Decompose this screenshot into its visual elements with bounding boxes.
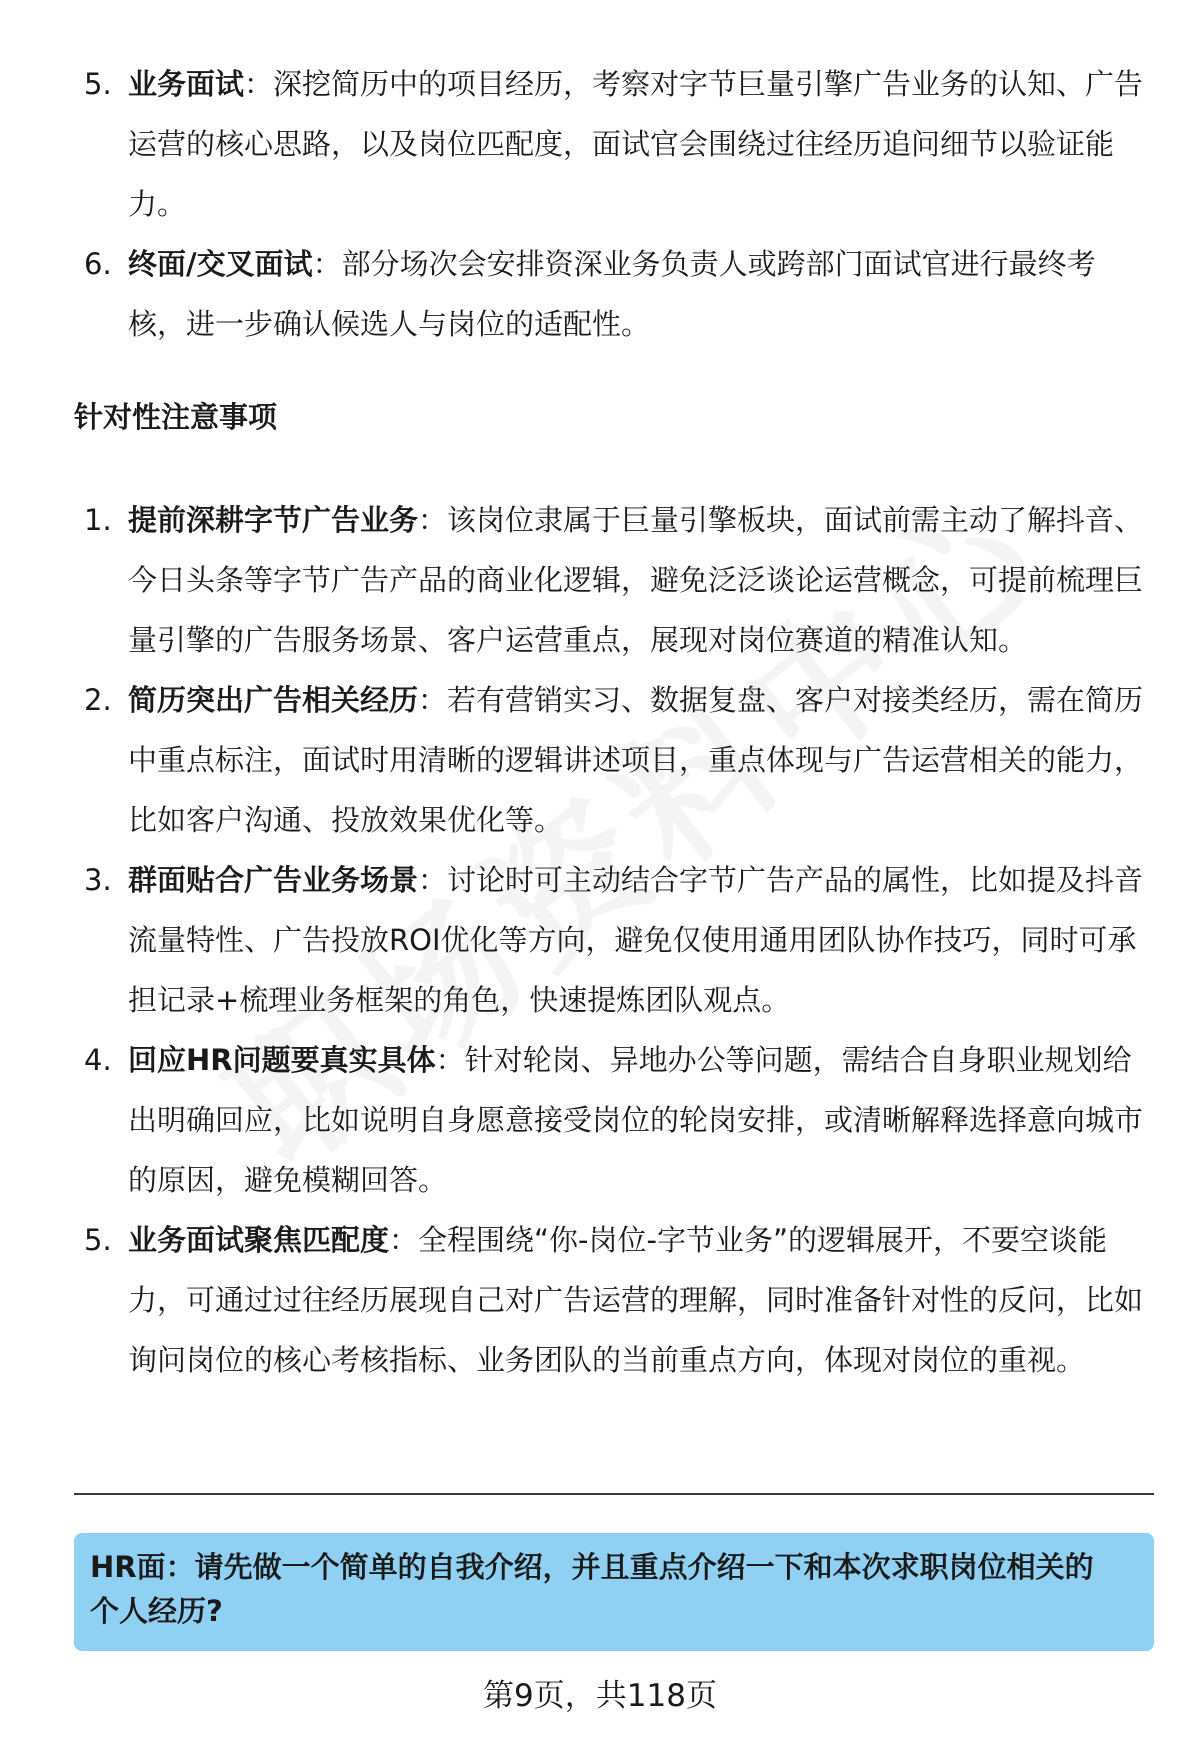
list-item-text: ：针对轮岗、异地办公等问题，需结合自身职业规划给出明确回应，比如说明自身愿意接受岗位的轮岗安排，或清晰解释选择意向城市的原因，避免模糊回答。 xyxy=(128,1043,1144,1197)
list-item-term: 终面/交叉面试 xyxy=(128,247,313,281)
list-item xyxy=(0,1210,1200,1390)
list-item-text: ：讨论时可主动结合字节广告产品的属性，比如提及抖音流量特性、广告投放ROI优化等方向，避免仅使用通用团队协作技巧，同时可承担记录+梳理业务框架的角色，快速提炼团队观点。 xyxy=(128,863,1144,1017)
section-divider xyxy=(74,1493,1154,1495)
list-item-term: 群面贴合广告业务场景 xyxy=(128,863,419,897)
list-item-text: ：部分场次会安排资深业务负责人或跨部门面试官进行最终考核，进一步确认候选人与岗位的适配性。 xyxy=(128,247,1096,341)
list-item-number: 5. xyxy=(84,67,112,101)
list-item xyxy=(0,850,1200,1030)
list-item xyxy=(0,234,1200,354)
list-item xyxy=(0,490,1200,670)
list-item-number: 3. xyxy=(84,863,112,897)
list-item-number: 5. xyxy=(84,1223,112,1257)
list-item-term: 简历突出广告相关经历 xyxy=(128,683,419,717)
interview-process-list xyxy=(0,54,1200,354)
list-item-text: ：全程围绕“你-岗位-字节业务”的逻辑展开，不要空谈能力，可通过过往经历展现自己对广告运营的理解，同时准备针对性的反问，比如询问岗位的核心考核指标、业务团队的当前重点方向，体现对岗位的重视。 xyxy=(128,1223,1144,1377)
question-box xyxy=(74,1533,1154,1651)
list-item-number: 4. xyxy=(84,1043,112,1077)
list-item-text: ：该岗位隶属于巨量引擎板块，面试前需主动了解抖音、今日头条等字节广告产品的商业化逻辑，避免泛泛谈论运营概念，可提前梳理巨量引擎的广告服务场景、客户运营重点，展现对岗位赛道的精准认知。 xyxy=(128,503,1144,657)
list-item-term: 业务面试聚焦匹配度 xyxy=(128,1223,390,1257)
list-item-term: 业务面试 xyxy=(128,67,245,101)
list-item-text: ：若有营销实习、数据复盘、客户对接类经历，需在简历中重点标注，面试时用清晰的逻辑讲述项目，重点体现与广告运营相关的能力，比如客户沟通、投放效果优化等。 xyxy=(128,683,1144,837)
page-number: 第9页，共118页 xyxy=(483,1678,717,1714)
list-item xyxy=(0,54,1200,234)
list-item xyxy=(0,670,1200,850)
notes-list xyxy=(0,490,1200,1390)
list-item-number: 2. xyxy=(84,683,112,717)
section-heading: 针对性注意事项 xyxy=(74,400,278,434)
question-text: HR面：请先做一个简单的自我介绍，并且重点介绍一下和本次求职岗位相关的个人经历? xyxy=(90,1550,1094,1628)
list-item-number: 6. xyxy=(84,247,112,281)
list-item xyxy=(0,1030,1200,1210)
list-item-term: 回应HR问题要真实具体 xyxy=(128,1043,436,1077)
list-item-term: 提前深耕字节广告业务 xyxy=(128,503,419,537)
list-item-number: 1. xyxy=(84,503,112,537)
list-item-text: ：深挖简历中的项目经历，考察对字节巨量引擎广告业务的认知、广告运营的核心思路，以及岗位匹配度，面试官会围绕过往经历追问细节以验证能力。 xyxy=(128,67,1144,221)
